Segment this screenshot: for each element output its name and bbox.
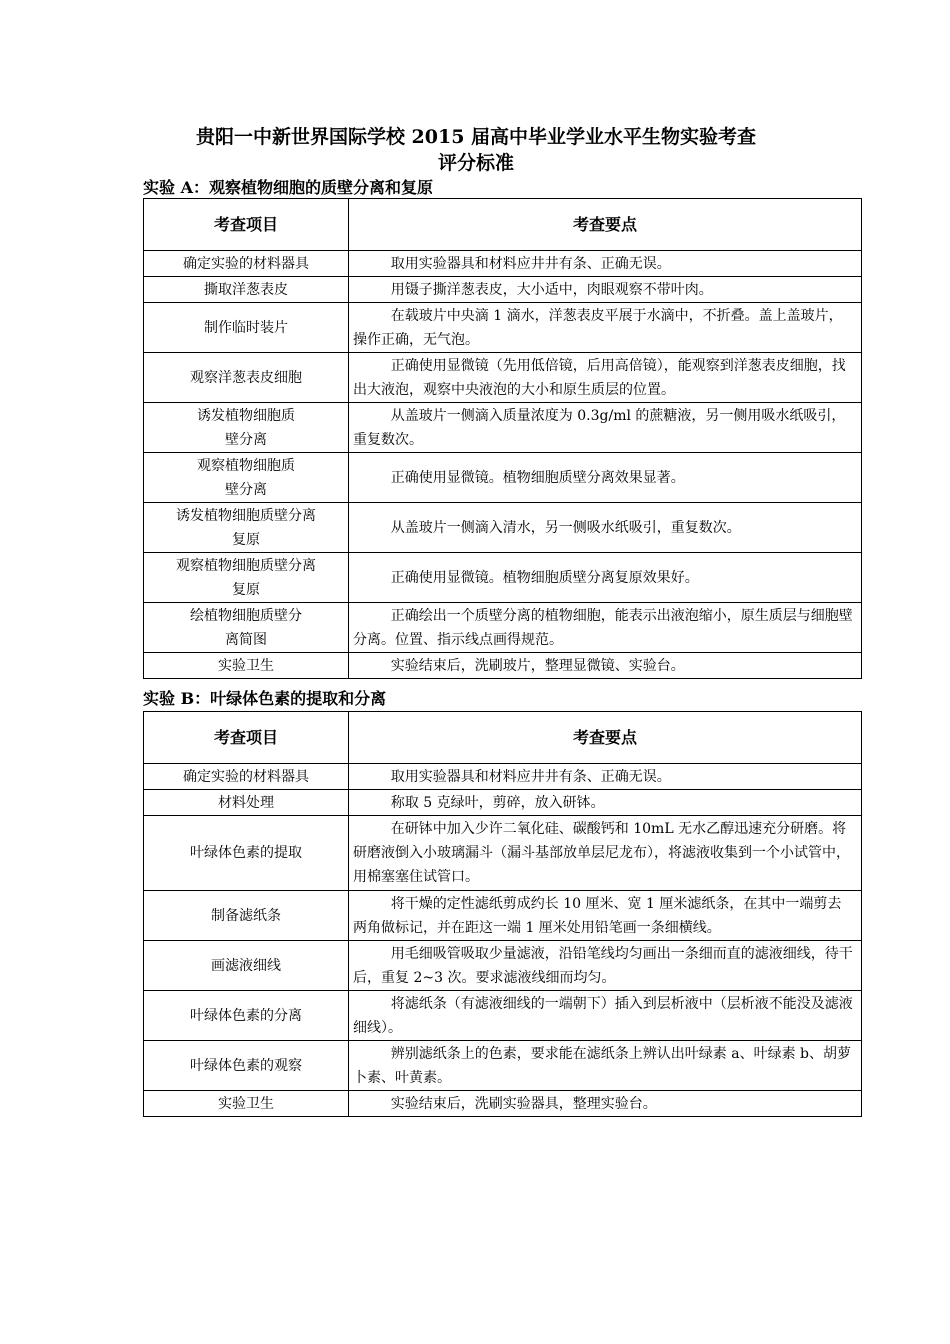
- point-cell: [349, 816, 862, 891]
- point-text: 称取 5 克绿叶，剪碎，放入研钵。: [390, 794, 605, 811]
- experiment-b-table: [143, 711, 862, 1117]
- table-row: [144, 941, 862, 991]
- item-text: 诱发植物细胞质壁分离: [196, 407, 295, 448]
- point-text: 从盖玻片一侧滴入清水，另一侧吸水纸吸引，重复数次。: [390, 519, 741, 536]
- point-cell: [349, 353, 862, 403]
- point-cell: [349, 764, 862, 790]
- point-text: 正确使用显微镜。植物细胞质壁分离效果显著。: [390, 469, 685, 486]
- table-row: [144, 1091, 862, 1117]
- item-cell: 撕取洋葱表皮: [144, 277, 349, 303]
- table-header-row: [144, 712, 862, 764]
- point-text: 辨别滤纸条上的色素，要求能在滤纸条上辨认出叶绿素 a、叶绿素 b、胡萝卜素、叶黄素。: [353, 1045, 852, 1086]
- table-row: [144, 653, 862, 679]
- point-cell: [349, 453, 862, 503]
- point-cell: [349, 790, 862, 816]
- point-text: 实验结束后，洗刷玻片，整理显微镜、实验台。: [390, 657, 685, 674]
- table-row: [144, 991, 862, 1041]
- item-cell: 叶绿体色素的观察: [144, 1041, 349, 1091]
- point-text: 取用实验器具和材料应井井有条、正确无误。: [390, 255, 671, 272]
- table-row: [144, 1041, 862, 1091]
- point-text: 正确使用显微镜（先用低倍镜，后用高倍镜），能观察到洋葱表皮细胞，找出大液泡，观察中央液泡的大小和原生质层的位置。: [353, 357, 846, 398]
- point-text: 用毛细吸管吸取少量滤液，沿铅笔线均匀画出一条细而直的滤液细线，待干后，重复 2~3 次。要求滤液线细而均匀。: [353, 945, 853, 986]
- table-row: [144, 503, 862, 553]
- table-header-row: [144, 199, 862, 251]
- table-row: [144, 764, 862, 790]
- item-cell: 观察洋葱表皮细胞: [144, 353, 349, 403]
- item-cell: 叶绿体色素的提取: [144, 816, 349, 891]
- item-cell: 画滤液细线: [144, 941, 349, 991]
- table-row: [144, 790, 862, 816]
- item-cell: [144, 453, 349, 503]
- experiment-a-heading: 实验 A：观察植物细胞的质壁分离和复原: [143, 178, 433, 197]
- point-cell: [349, 1041, 862, 1091]
- item-cell: 确定实验的材料器具: [144, 251, 349, 277]
- document-subtitle: 评分标准: [437, 152, 514, 174]
- point-text: 在载玻片中央滴 1 滴水，洋葱表皮平展于水滴中，不折叠。盖上盖玻片，操作正确，无气泡。: [353, 307, 843, 348]
- point-cell: [349, 603, 862, 653]
- table-row: [144, 251, 862, 277]
- table-row: [144, 303, 862, 353]
- table-row: [144, 353, 862, 403]
- point-text: 正确绘出一个质壁分离的植物细胞，能表示出液泡缩小，原生质层与细胞壁分离。位置、指示线点画得规范。: [353, 607, 853, 648]
- point-cell: [349, 503, 862, 553]
- item-cell: [144, 403, 349, 453]
- column-header-item: 考查项目: [144, 199, 349, 251]
- item-cell: [144, 503, 349, 553]
- point-cell: [349, 941, 862, 991]
- experiment-a-table: [143, 198, 862, 679]
- point-cell: [349, 891, 862, 941]
- item-cell: 确定实验的材料器具: [144, 764, 349, 790]
- table-row: [144, 453, 862, 503]
- column-header-points: 考查要点: [349, 712, 862, 764]
- point-text: 将滤纸条（有滤液细线的一端朝下）插入到层析液中（层析液不能没及滤液细线）。: [353, 995, 853, 1036]
- point-cell: [349, 1091, 862, 1117]
- item-cell: 制备滤纸条: [144, 891, 349, 941]
- item-text: 观察植物细胞质壁分离复原: [175, 557, 316, 598]
- table-row: [144, 891, 862, 941]
- point-text: 正确使用显微镜。植物细胞质壁分离复原效果好。: [390, 569, 699, 586]
- table-row: [144, 277, 862, 303]
- item-cell: 叶绿体色素的分离: [144, 991, 349, 1041]
- point-cell: [349, 251, 862, 277]
- point-text: 取用实验器具和材料应井井有条、正确无误。: [390, 768, 671, 785]
- point-cell: [349, 303, 862, 353]
- item-cell: 实验卫生: [144, 1091, 349, 1117]
- document-title: 贵阳一中新世界国际学校 2015 届高中毕业学业水平生物实验考查: [195, 126, 757, 148]
- point-cell: [349, 653, 862, 679]
- item-text: 绘植物细胞质壁分离简图: [189, 607, 302, 648]
- item-text: 诱发植物细胞质壁分离复原: [175, 507, 316, 548]
- point-cell: [349, 277, 862, 303]
- column-header-item: 考查项目: [144, 712, 349, 764]
- item-cell: [144, 603, 349, 653]
- item-text: 观察植物细胞质壁分离: [196, 457, 295, 498]
- item-cell: 实验卫生: [144, 653, 349, 679]
- point-text: 将干燥的定性滤纸剪成约长 10 厘米、宽 1 厘米滤纸条，在其中一端剪去两角做标记，并在距这一端 1 厘米处用铅笔画一条细横线。: [353, 895, 842, 936]
- point-cell: [349, 553, 862, 603]
- point-cell: [349, 403, 862, 453]
- item-cell: 制作临时装片: [144, 303, 349, 353]
- column-header-points: 考查要点: [349, 199, 862, 251]
- table-row: [144, 403, 862, 453]
- point-text: 实验结束后，洗刷实验器具，整理实验台。: [390, 1095, 657, 1112]
- table-row: [144, 603, 862, 653]
- item-cell: [144, 553, 349, 603]
- point-text: 用镊子撕洋葱表皮，大小适中，肉眼观察不带叶肉。: [390, 281, 713, 298]
- point-text: 从盖玻片一侧滴入质量浓度为 0.3g/ml 的蔗糖液，另一侧用吸水纸吸引，重复数次。: [353, 407, 846, 448]
- point-text: 在研钵中加入少许二氧化硅、碳酸钙和 10mL 无水乙醇迅速充分研磨。将研磨液倒入小玻璃漏斗（漏斗基部放单层尼龙布），将滤液收集到一个小试管中，用棉塞塞住试管口。: [353, 821, 850, 885]
- item-cell: 材料处理: [144, 790, 349, 816]
- table-row: [144, 553, 862, 603]
- point-cell: [349, 991, 862, 1041]
- experiment-b-heading: 实验 B：叶绿体色素的提取和分离: [143, 689, 387, 708]
- table-row: [144, 816, 862, 891]
